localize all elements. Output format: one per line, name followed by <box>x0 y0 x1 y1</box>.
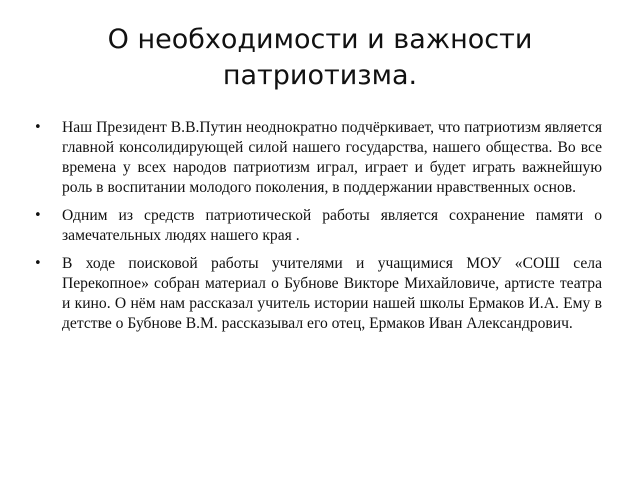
bullet-text: В ходе поисковой работы учителями и учащимися МОУ «СОШ села Перекопное» собран материал о Бубнове Викторе Михайловиче, артисте театра и кино. О нём нам рассказал учитель истории нашей школы Ермаков И.А. Ему в детстве о Бубнове В.М. рассказывал его отец, Ермаков Иван Александрович. <box>62 255 602 332</box>
bullet-text: Одним из средств патриотической работы является сохранение памяти о замечательных людях нашего края . <box>62 207 602 244</box>
bullet-text: Наш Президент В.В.Путин неоднократно подчёркивает, что патриотизм является главной консолидирующей силой нашего государства, нашего общества. Во все времена у всех народов патриотизм играл, играет и будет играть важнейшую роль в воспитании молодого поколения, в поддержании нравственных основ. <box>62 119 602 196</box>
bullet-item <box>34 254 602 334</box>
slide-title: О необходимости и важности патриотизма. <box>107 24 533 91</box>
bullet-icon: • <box>34 120 42 135</box>
bullet-item <box>34 118 602 198</box>
bullet-icon: • <box>34 256 42 271</box>
bullet-item <box>34 206 602 246</box>
bullet-list <box>34 118 602 342</box>
bullet-icon: • <box>34 208 42 223</box>
